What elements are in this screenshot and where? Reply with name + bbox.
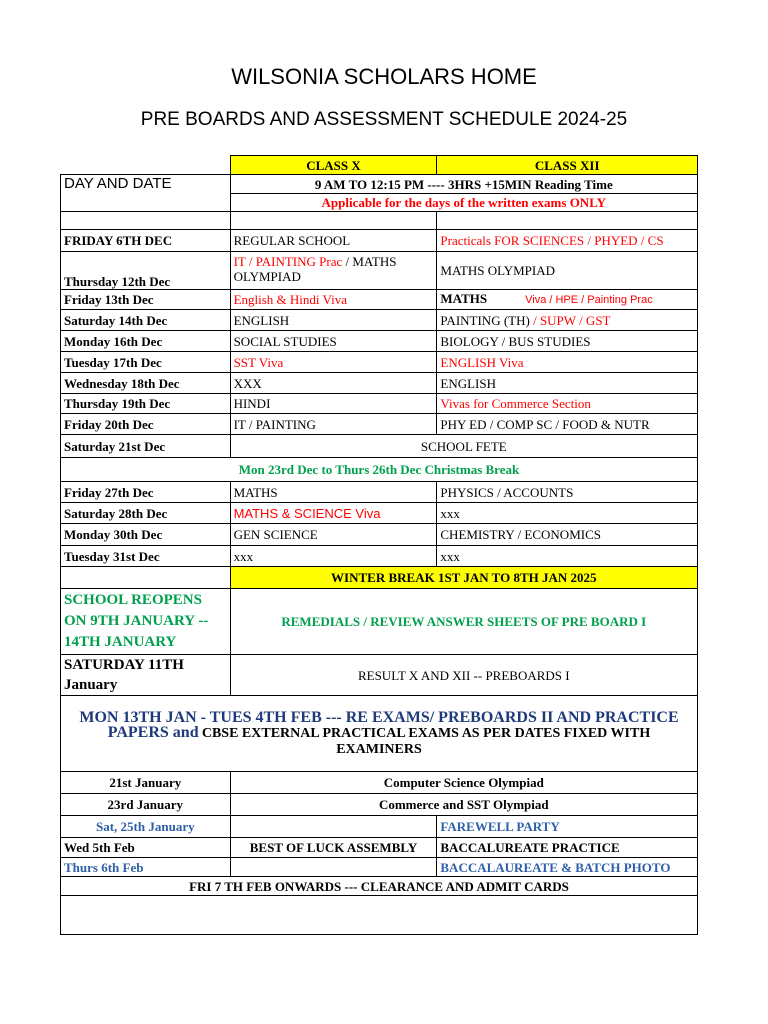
table-row: [61, 290, 698, 310]
row-day: Wed 5th Feb: [61, 838, 231, 858]
re-exams-banner: MON 13TH JAN - TUES 4TH FEB --- RE EXAMS/ PREBOARDS II AND PRACTICE PAPERS and CBSE EXTERNAL PRACTICAL EXAMS AS PER DATES FIXED WITH EXAMINERS: [61, 696, 698, 772]
table-row: [61, 252, 698, 290]
class-x-cell: SOCIAL STUDIES: [230, 331, 437, 352]
table-row: [61, 858, 698, 877]
row-day: Friday 27th Dec: [61, 482, 231, 503]
class-xii-cell: PAINTING (TH) / SUPW / GST: [437, 310, 698, 331]
class-xii-cell: FAREWELL PARTY: [437, 816, 698, 838]
class-x-cell: IT / PAINTING Prac / MATHS OLYMPIAD: [230, 252, 437, 290]
class-x-cell: REGULAR SCHOOL: [230, 230, 437, 252]
class-xii-cell: Practicals FOR SCIENCES / PHYED / CS: [437, 230, 698, 252]
class-xii-cell: BIOLOGY / BUS STUDIES: [437, 331, 698, 352]
row-day: Saturday 21st Dec: [61, 435, 231, 458]
reopen-day: SCHOOL REOPENS ON 9TH JANUARY -- 14TH JANUARY: [61, 589, 231, 655]
class-x-cell: [230, 816, 437, 838]
table-row: [61, 230, 698, 252]
schedule-title: PRE BOARDS AND ASSESSMENT SCHEDULE 2024-25: [140, 109, 628, 130]
combined-cell: Computer Science Olympiad: [230, 772, 697, 794]
table-row: [61, 877, 698, 896]
winter-break-banner: WINTER BREAK 1ST JAN TO 8TH JAN 2025: [230, 567, 697, 589]
class-x-cell: IT / PAINTING: [230, 414, 437, 435]
row-day: Monday 16th Dec: [61, 331, 231, 352]
result-day: SATURDAY 11TH January: [61, 655, 231, 696]
result-activity: RESULT X AND XII -- PREBOARDS I: [230, 655, 697, 696]
clearance-banner: FRI 7 TH FEB ONWARDS --- CLEARANCE AND ADMIT CARDS: [61, 877, 698, 896]
table-row: [61, 310, 698, 331]
table-row: [61, 794, 698, 816]
class-xii-cell: ENGLISH: [437, 373, 698, 394]
class-xii-cell: MATHS Viva / HPE / Painting Prac: [437, 290, 698, 310]
class-x-cell: ENGLISH: [230, 310, 437, 331]
table-row: [61, 175, 698, 194]
timing-note: Applicable for the days of the written exams ONLY: [230, 194, 697, 212]
table-row: [61, 414, 698, 435]
row-day: Thurs 6th Feb: [61, 858, 231, 877]
row-day: FRIDAY 6TH DEC: [61, 230, 231, 252]
class-xii-cell: PHYSICS / ACCOUNTS: [437, 482, 698, 503]
row-day: 23rd January: [61, 794, 231, 816]
exam-timing: 9 AM TO 12:15 PM ---- 3HRS +15MIN Reading Time: [230, 175, 697, 194]
row-day: Monday 30th Dec: [61, 524, 231, 546]
class-xii-cell: BACCALAUREATE & BATCH PHOTO: [437, 858, 698, 877]
class-xii-cell: xxx: [437, 546, 698, 567]
empty-row: [61, 896, 698, 935]
table-row: [61, 212, 698, 230]
class-xii-cell: CHEMISTRY / ECONOMICS: [437, 524, 698, 546]
row-day: Wednesday 18th Dec: [61, 373, 231, 394]
reopen-activity: REMEDIALS / REVIEW ANSWER SHEETS OF PRE BOARD I: [230, 589, 697, 655]
schedule-table: [60, 155, 698, 935]
table-row: [61, 524, 698, 546]
row-day: Tuesday 31st Dec: [61, 546, 231, 567]
table-row: [61, 435, 698, 458]
table-row: [61, 458, 698, 482]
class-xii-cell: Vivas for Commerce Section: [437, 394, 698, 414]
row-day: Thursday 19th Dec: [61, 394, 231, 414]
class-x-cell: English & Hindi Viva: [230, 290, 437, 310]
class-x-cell: MATHS: [230, 482, 437, 503]
class-x-cell: HINDI: [230, 394, 437, 414]
class-xii-cell: MATHS OLYMPIAD: [437, 252, 698, 290]
class-x-header: CLASS X: [230, 156, 437, 175]
table-row: [61, 546, 698, 567]
table-row: [61, 503, 698, 524]
table-row: [61, 352, 698, 373]
school-name: WILSONIA SCHOLARS HOME: [231, 64, 537, 89]
row-day: Saturday 14th Dec: [61, 310, 231, 331]
row-day: 21st January: [61, 772, 231, 794]
combined-cell: SCHOOL FETE: [230, 435, 697, 458]
row-day: Saturday 28th Dec: [61, 503, 231, 524]
class-x-cell: [230, 858, 437, 877]
class-xii-cell: xxx: [437, 503, 698, 524]
class-x-cell: SST Viva: [230, 352, 437, 373]
class-x-cell: xxx: [230, 546, 437, 567]
table-row: [61, 772, 698, 794]
class-x-cell: MATHS & SCIENCE Viva: [230, 503, 437, 524]
row-day: Friday 20th Dec: [61, 414, 231, 435]
class-x-cell: BEST OF LUCK ASSEMBLY: [230, 838, 437, 858]
class-x-cell: XXX: [230, 373, 437, 394]
row-day: Tuesday 17th Dec: [61, 352, 231, 373]
combined-cell: Commerce and SST Olympiad: [230, 794, 697, 816]
table-row: [61, 589, 698, 655]
table-row: [61, 896, 698, 935]
class-x-cell: GEN SCIENCE: [230, 524, 437, 546]
row-day: Sat, 25th January: [61, 816, 231, 838]
class-xii-header: CLASS XII: [437, 156, 698, 175]
table-row: [61, 394, 698, 414]
class-xii-cell: BACCALUREATE PRACTICE: [437, 838, 698, 858]
table-row: [61, 816, 698, 838]
table-row: [61, 696, 698, 772]
row-day: Friday 13th Dec: [61, 290, 231, 310]
class-xii-cell: PHY ED / COMP SC / FOOD & NUTR: [437, 414, 698, 435]
table-row: [61, 331, 698, 352]
table-row: [61, 567, 698, 589]
class-xii-cell: ENGLISH Viva: [437, 352, 698, 373]
day-and-date-header: DAY AND DATE: [61, 175, 231, 212]
table-row: [61, 838, 698, 858]
christmas-break-banner: Mon 23rd Dec to Thurs 26th Dec Christmas Break: [61, 458, 698, 482]
row-day: Thursday 12th Dec: [61, 252, 231, 290]
table-row: [61, 373, 698, 394]
table-header-row: [61, 156, 698, 175]
table-row: [61, 655, 698, 696]
table-row: [61, 482, 698, 503]
